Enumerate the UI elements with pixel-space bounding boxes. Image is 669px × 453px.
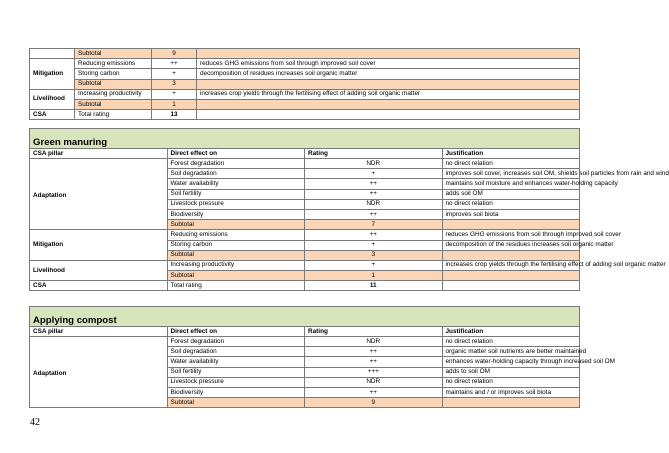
pillar-livelihood: Livelihood [30,89,75,109]
effect-cell: Soil fertility [167,367,305,377]
justification-cell: adds soil OM [442,189,580,199]
table-row [30,69,580,79]
section-title: Applying compost [30,307,580,327]
rating-cell: ++ [305,230,443,240]
rating-cell: NDR [305,159,443,169]
table-row [30,159,580,169]
pillar-csa: CSA [30,110,75,120]
justification-cell: increases crop yields through the fertilising effect of adding soil organic matter [442,260,580,270]
rating-cell: ++ [305,387,443,397]
effect-cell: Storing carbon [167,240,305,250]
justification-cell: reduces GHG emissions from soil through improved soil cover [197,59,580,69]
rating-cell: + [152,69,197,79]
justification-cell: maintains soil moisture and enhances water-holding capacity [442,179,580,189]
subtotal-label: Subtotal [75,99,152,109]
justification-cell: no direct relation [442,159,580,169]
effect-cell: Livestock pressure [167,377,305,387]
justification-cell: decomposition of the residues increases soil organic matter [442,240,580,250]
effect-cell: Forest degradation [167,159,305,169]
subtotal-label: Subtotal [75,79,152,89]
table-row [30,260,580,270]
subtotal-label: Subtotal [167,398,305,408]
header-justification: Justification [442,327,580,337]
subtotal-label: Subtotal [75,49,152,59]
green-manuring-table [29,128,669,291]
section-title-row [30,129,580,149]
justification-cell: increases crop yields through the fertilising effect of adding soil organic matter [197,89,580,99]
subtotal-value: 1 [305,271,443,281]
pillar-livelihood: Livelihood [30,260,168,280]
rating-cell: ++ [305,357,443,367]
subtotal-value: 1 [152,99,197,109]
table-row [30,337,580,347]
rating-cell: + [305,169,443,179]
effect-cell: Water availability [167,357,305,367]
justification-cell: maintains and / or improves soil biota [442,387,580,397]
justification-cell: no direct relation [442,377,580,387]
subtotal-value: 3 [152,79,197,89]
header-pillar: CSA pillar [30,327,168,337]
subtotal-row [30,99,580,109]
effect-cell: Reducing emissions [75,59,152,69]
table-row [30,230,580,240]
total-value: 11 [305,281,443,291]
total-label: Total rating [75,110,152,120]
subtotal-label: Subtotal [167,220,305,230]
rating-cell: NDR [305,377,443,387]
justification-cell: organic matter soil nutrients are better maintained [442,347,580,357]
pillar-csa: CSA [30,281,168,291]
table-row [30,59,580,69]
header-rating: Rating [305,149,443,159]
pillar-mitigation: Mitigation [30,59,75,90]
pillar-mitigation: Mitigation [30,230,168,261]
header-effect: Direct effect on [167,327,305,337]
subtotal-value: 7 [305,220,443,230]
effect-cell: Increasing productivity [167,260,305,270]
section-title: Green manuring [30,129,580,149]
rating-cell: + [305,240,443,250]
justification-cell: enhances water-holding capacity through increased soil OM [442,357,580,367]
header-effect: Direct effect on [167,149,305,159]
effect-cell: Water availability [167,179,305,189]
effect-cell: Forest degradation [167,337,305,347]
effect-cell: Biodiversity [167,387,305,397]
effect-cell: Reducing emissions [167,230,305,240]
rating-cell: NDR [305,199,443,209]
effect-cell: Livestock pressure [167,199,305,209]
section-title-row [30,307,580,327]
subtotal-value: 9 [305,398,443,408]
effect-cell: Storing carbon [75,69,152,79]
subtotal-label: Subtotal [167,271,305,281]
total-value: 13 [152,110,197,120]
total-row [30,110,580,120]
header-pillar: CSA pillar [30,149,168,159]
header-rating: Rating [305,327,443,337]
total-label: Total rating [167,281,305,291]
rating-cell: NDR [305,337,443,347]
rating-cell: + [305,260,443,270]
rating-cell: +++ [305,367,443,377]
effect-cell: Increasing productivity [75,89,152,99]
justification-cell: improves soil cover, increases soil OM, shields soil particles from rain and wind [442,169,580,179]
pillar-adaptation: Adaptation [30,337,168,408]
header-justification: Justification [442,149,580,159]
effect-cell: Biodiversity [167,209,305,219]
justification-cell: decomposition of residues increases soil organic matter [197,69,580,79]
subtotal-row [30,49,580,59]
subtotal-value: 9 [152,49,197,59]
justification-cell: reduces GHG emissions from soil through improved soil cover [442,230,580,240]
subtotal-value: 3 [305,250,443,260]
justification-cell: improves soil biota [442,209,580,219]
rating-cell: + [152,89,197,99]
rating-cell: ++ [305,209,443,219]
justification-cell: no direct relation [442,337,580,347]
rating-cell: ++ [305,189,443,199]
subtotal-label: Subtotal [167,250,305,260]
justification-cell: no direct relation [442,199,580,209]
effect-cell: Soil degradation [167,169,305,179]
top-table [29,48,580,120]
justification-cell: adds to soil OM [442,367,580,377]
table-row [30,89,580,99]
rating-cell: ++ [305,347,443,357]
subtotal-row [30,79,580,89]
rating-cell: ++ [152,59,197,69]
page-number: 42 [30,417,40,428]
applying-compost-table [29,306,615,408]
total-row [30,281,580,291]
header-row [30,149,580,159]
effect-cell: Soil fertility [167,189,305,199]
header-row [30,327,580,337]
effect-cell: Soil degradation [167,347,305,357]
rating-cell: ++ [305,179,443,189]
pillar-adaptation: Adaptation [30,159,168,230]
